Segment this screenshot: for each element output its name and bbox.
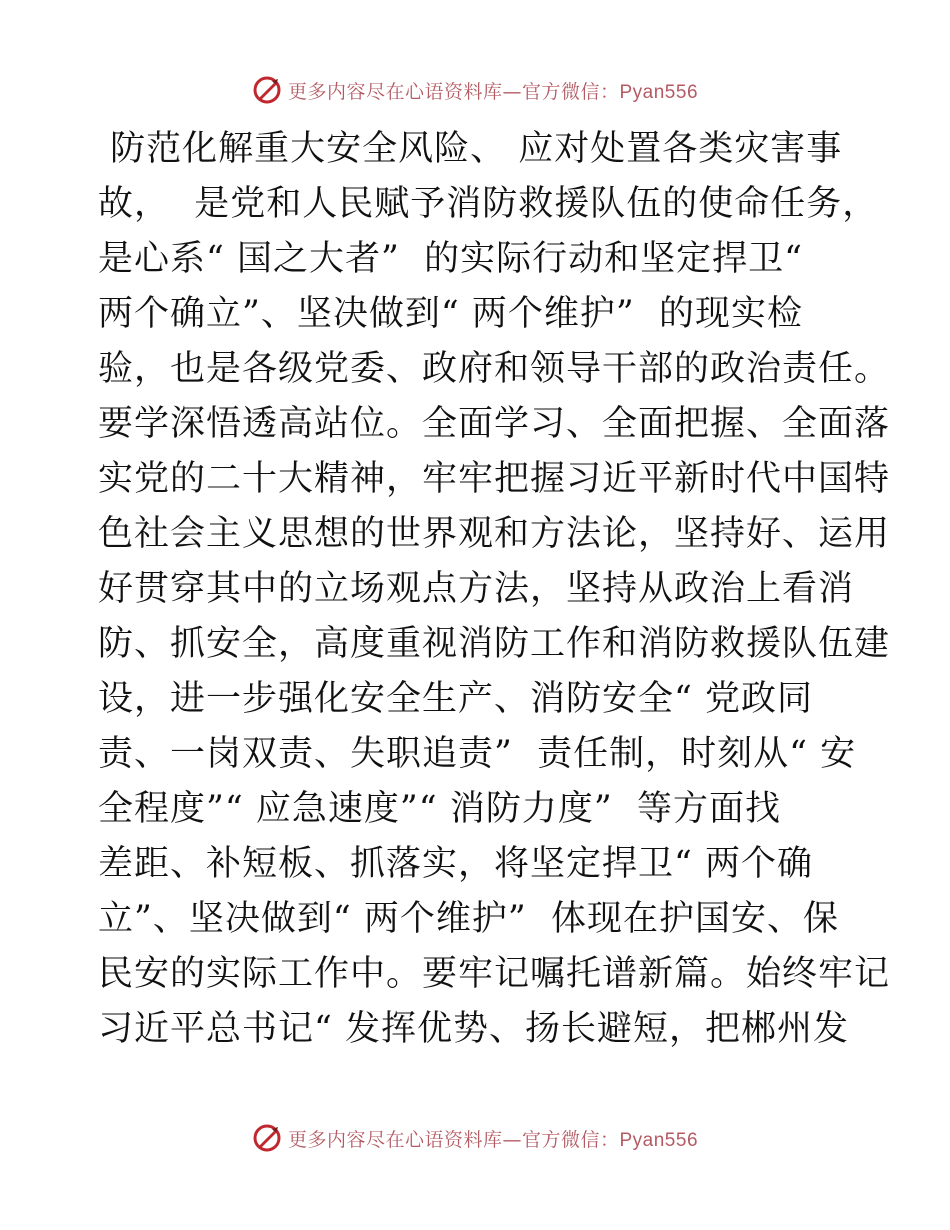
watermark-main-text: 更多内容尽在心语资料库 [287,1128,503,1151]
quill-logo-icon [252,75,282,105]
watermark-label: 官方微信： [521,80,620,103]
body-line: 是心系“ 国之大者” 的实际行动和坚定捍卫“ [98,239,804,279]
watermark-wechat-id: Pyan556 [619,81,699,103]
watermark-dash: — [502,1128,522,1151]
body-line: 色社会主义思想的世界观和方法论，坚持好、运用 [98,514,891,554]
body-line: 防、抓安全，高度重视消防工作和消防救援队伍建 [98,624,891,664]
footer-watermark [0,1118,950,1158]
body-line: 好贯穿其中的立场观点方法，坚持从政治上看消 [98,569,855,609]
body-line: 两个确立”、坚决做到“ 两个维护” 的现实检 [98,294,804,334]
body-line: 责、一岗双责、失职追责” 责任制，时刻从“ 安 [98,734,857,774]
body-line: 民安的实际工作中。要牢记嘱托谱新篇。始终牢记 [98,954,891,994]
body-line: 故， 是党和人民赋予消防救援队伍的使命任务， [98,184,879,224]
body-line: 全程度”“ 应急速度”“ 消防力度” 等方面找 [98,789,781,829]
body-line: 立”、坚决做到“ 两个维护” 体现在护国安、保 [98,899,840,939]
watermark-wechat-id: Pyan556 [619,1129,699,1151]
watermark-dash: — [502,80,522,103]
body-line: 实党的二十大精神，牢牢把握习近平新时代中国特 [98,459,891,499]
body-line: 验，也是各级党委、政府和领导干部的政治责任。 [98,349,891,389]
body-line: 要学深悟透高站位。全面学习、全面把握、全面落 [98,404,891,444]
quill-logo-icon [252,1123,282,1153]
body-line: 设，进一步强化安全生产、消防安全“ 党政同 [98,679,814,719]
watermark-label: 官方微信： [521,1128,620,1151]
header-watermark [0,70,950,110]
document-body [98,122,891,1057]
body-line: 习近平总书记“ 发挥优势、扬长避短，把郴州发 [98,1009,850,1049]
body-line: 差距、补短板、抓落实，将坚定捍卫“ 两个确 [98,844,814,884]
watermark-main-text: 更多内容尽在心语资料库 [287,80,503,103]
body-line: 防范化解重大安全风险、 应对处置各类灾害事 [98,129,843,169]
